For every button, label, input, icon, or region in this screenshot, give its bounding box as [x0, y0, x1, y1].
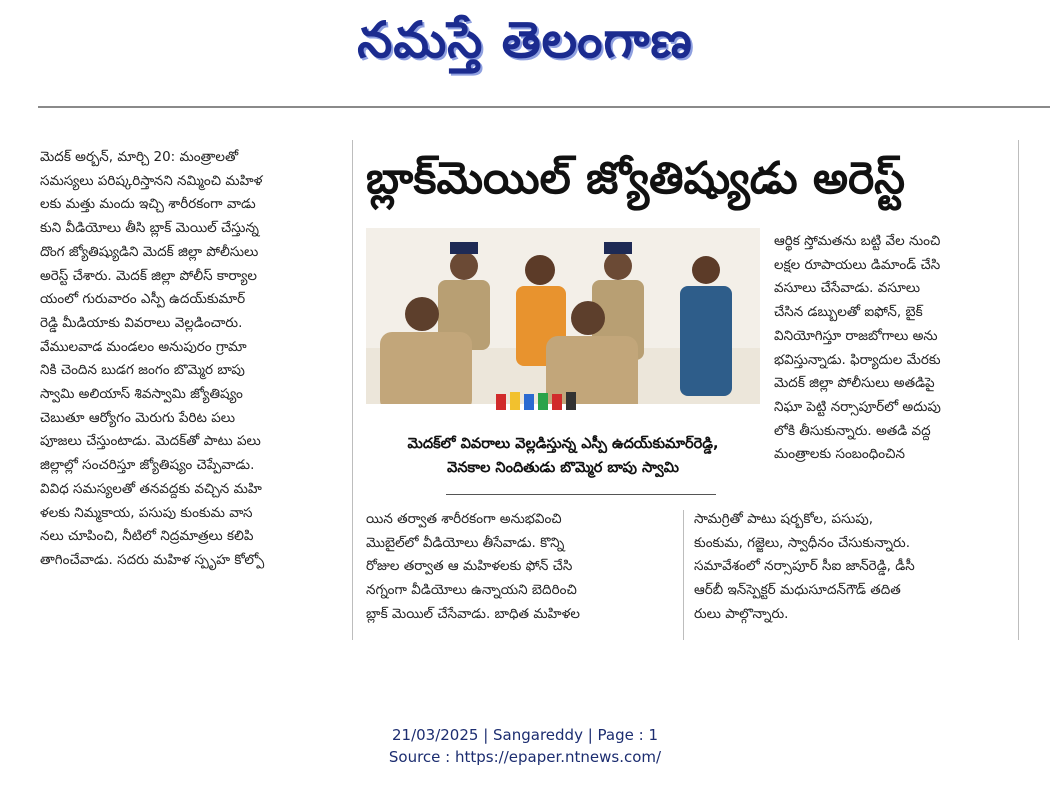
column-divider: [1018, 140, 1019, 640]
article-line: యంలో గురువారం ఎస్పీ ఉదయ్‌కుమార్: [40, 291, 246, 308]
article-line: దొంగ జ్యోతిష్యుడిని మెదక్ జిల్లా పోలీసులు: [40, 243, 259, 260]
page-footer: [0, 724, 1050, 768]
article-line: ఆర్థిక స్తోమతను బట్టి వేల నుంచి: [774, 233, 941, 249]
article-line: కుంకుమ, గజ్జెలు, స్వాధీనం చేసుకున్నారు.: [694, 534, 911, 551]
article-line: నగ్నంగా వీడియోలు ఉన్నాయని బెదిరించి: [366, 582, 577, 599]
photo-caption: [366, 432, 760, 480]
article-line: అరెస్ట్ చేశారు. మెదక్ జిల్లా పోలీస్ కార్యాల: [40, 267, 257, 284]
article-line: యిన తర్వాత శారీరకంగా అనుభవించి: [366, 511, 562, 527]
column-divider: [352, 140, 353, 640]
article-column-3-top: [774, 230, 996, 467]
article-line: సమావేశంలో నర్సాపూర్ సీఐ జాన్‌రెడ్డి, డీసీ: [694, 558, 915, 575]
article-line: వసూలు చేసేవాడు. వసూలు: [774, 280, 921, 297]
article-line: చేసిన డబ్బులతో ఐఫోన్, బైక్: [774, 304, 923, 321]
article-line: లోకి తీసుకున్నారు. అతడి వద్ద: [774, 422, 931, 439]
article-column-3-bottom: [694, 508, 994, 627]
article-line: రోజుల తర్వాత ఆ మహిళలకు ఫోన్ చేసి: [366, 558, 573, 575]
article-line: వివిధ సమస్యలతో తనవద్దకు వచ్చిన మహి: [40, 480, 262, 497]
article-line: చెబుతూ ఆర్యోగం మెరుగు పేరిట పలు: [40, 409, 236, 426]
article-line: మెదక్ అర్బన్, మార్చి 20: మంత్రాలతో: [40, 149, 239, 165]
article-line: నిఘా పెట్టి నర్సాపూర్‌లో అదుపు: [774, 398, 941, 415]
caption-underline: [446, 494, 716, 495]
article-line: వినియోగిస్తూ రాజబోగాలు అను: [774, 327, 938, 344]
article-line: నికి చెందిన బుడగ జంగం బొమ్మెర బాపు: [40, 362, 245, 379]
article-line: మొబైల్‌లో వీడియోలు తీసేవాడు. కొన్ని: [366, 534, 565, 551]
article-line: రులు పాల్గొన్నారు.: [694, 605, 789, 622]
article-headline: బ్లాక్‌మెయిల్ జ్యోతిష్యుడు అరెస్ట్: [366, 153, 906, 204]
article-line: స్వామి అలియాస్ శివస్వామి జ్యోతిష్యం: [40, 386, 243, 403]
article-line: బ్లాక్ మెయిల్ చేసేవాడు. బాధిత మహిళల: [366, 605, 580, 622]
article-line: భవిస్తున్నాడు. ఫిర్యాదుల మేరకు: [774, 351, 941, 368]
press-conference-photo: [366, 228, 760, 428]
article-line: ఆర్‌బీ ఇన్‌స్పెక్టర్ మధుసూదన్‌గౌడ్ తదిత: [694, 582, 901, 599]
caption-line: వెనకాల నిందితుడు బొమ్మెర బాపు స్వామి: [447, 460, 679, 476]
article-line: మంత్రాలకు సంబంధించిన: [774, 446, 905, 463]
article-line: మెదక్ జిల్లా పోలీసులు అతడిపై: [774, 375, 935, 392]
article-line: సమస్యలు పరిష్కరిస్తానని నమ్మించి మహిళ: [40, 172, 263, 189]
article-line: లక్షల రూపాయలు డిమాండ్ చేసి: [774, 256, 941, 273]
caption-line: మెదక్‌లో వివరాలు వెల్లడిస్తున్న ఎస్పీ ఉదయ్‌కుమార్‌రెడ్డి,: [407, 436, 719, 452]
footer-date-edition: 21/03/2025 | Sangareddy | Page : 1: [391, 726, 658, 744]
footer-source: Source : https://epaper.ntnews.com/: [388, 748, 662, 766]
masthead-logo: నమస్తే తెలంగాణ: [357, 10, 693, 69]
article-line: లకు మత్తు మందు ఇచ్చి శారీరకంగా వాడు: [40, 196, 256, 213]
article-line: జిల్లాల్లో సంచరిస్తూ జ్యోతిష్యం చెప్పేవాడు.: [40, 457, 255, 474]
article-column-1: [40, 146, 338, 573]
article-line: వేములవాడ మండలం అనుపురం గ్రామా: [40, 338, 247, 355]
article-line: కుని వీడియోలు తీసి బ్లాక్ మెయిల్ చేస్తున్న: [40, 220, 259, 237]
article-line: రెడ్డి మీడియాకు వివరాలు వెల్లడించారు.: [40, 314, 243, 331]
masthead-divider: [38, 106, 1050, 108]
article-column-2: [366, 508, 670, 627]
article-line: తాగించేవాడు. సదరు మహిళ స్పృహ కోల్పో: [40, 551, 265, 568]
article-line: నలు చూపించి, నీటిలో నిద్రమాత్రలు కలిపి: [40, 528, 254, 545]
article-line: సామగ్రితో పాటు షర్బకోల, పసుపు,: [694, 511, 874, 527]
article-line: పూజలు చేస్తుంటాడు. మెదక్‌తో పాటు పలు: [40, 433, 261, 450]
photo-illustration: [366, 228, 760, 428]
article-line: ళలకు నిమ్మకాయ, పసుపు కుంకుమ వాస: [40, 504, 253, 521]
column-divider: [683, 510, 684, 640]
